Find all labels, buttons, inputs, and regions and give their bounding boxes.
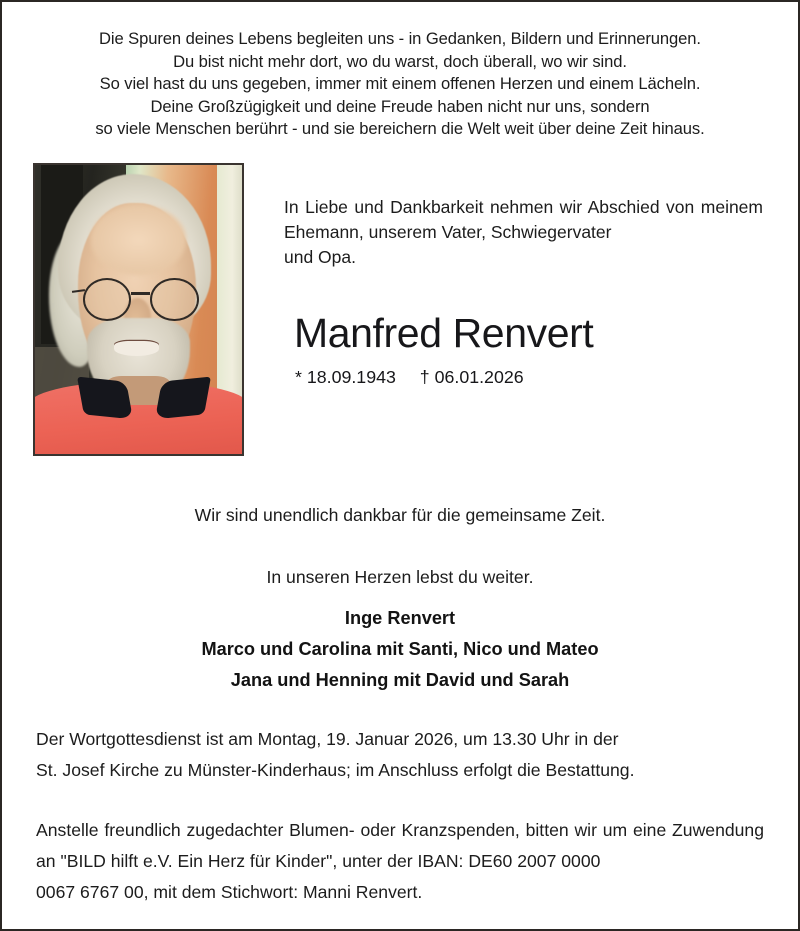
poem-line-4: Deine Großzügigkeit und deine Freude haben nicht nur uns, sondern <box>150 96 650 116</box>
glasses-bridge <box>131 292 150 294</box>
poem-block <box>2 2 798 141</box>
service-text: Der Wortgottesdienst ist am Montag, 19. Januar 2026, um 13.30 Uhr in der <box>36 729 619 749</box>
birth-date: 18.09.1943 <box>306 366 396 387</box>
death-date: 06.01.2026 <box>434 366 524 387</box>
portrait-and-intro-row <box>2 159 798 459</box>
poem-line-2: Du bist nicht mehr dort, wo du warst, doch überall, wo wir sind. <box>173 51 627 71</box>
intro-text-last-line: und Opa. <box>284 246 356 267</box>
middle-block <box>2 503 798 696</box>
poem-line-5: so viele Menschen berührt - und sie bereichern die Welt weit über deine Zeit hinaus. <box>95 119 705 139</box>
glasses-lens-left <box>83 278 132 321</box>
portrait-forehead <box>91 205 186 274</box>
glasses-lens-right <box>150 278 199 321</box>
portrait-smile <box>114 341 160 355</box>
glasses-icon <box>83 278 199 321</box>
deceased-name: Manfred Renvert <box>294 309 594 356</box>
thanks-text: Wir sind unendlich dankbar für die gemeinsame Zeit. <box>194 504 606 525</box>
poem-line-3: So viel hast du uns gegeben, immer mit einem offenen Herzen und einem Lächeln. <box>99 74 701 94</box>
donation-text: Anstelle freundlich zugedachter Blumen- oder Kranzspenden, bitten wir um eine Zuwendung an "BILD hilft e.V. Ein Herz für Kinder", unter der IBAN: DE60 2007 0000 <box>36 820 764 871</box>
intro-text: In Liebe und Dankbarkeit nehmen wir Abschied von meinem Ehemann, unserem Vater, Schwiegervater <box>284 196 763 242</box>
birth-symbol: * <box>295 366 302 387</box>
family-line-1: Inge Renvert <box>344 607 456 628</box>
donation-text-last-line: 0067 6767 00, mit dem Stichwort: Manni Renvert. <box>36 882 423 902</box>
intro-column <box>284 159 776 389</box>
death-symbol: † <box>419 366 430 387</box>
life-dates <box>295 365 763 389</box>
family-line-2: Marco und Carolina mit Santi, Nico und Mateo <box>201 638 599 659</box>
hearts-text: In unseren Herzen lebst du weiter. <box>266 566 534 587</box>
portrait-photo <box>35 165 242 454</box>
poem-line-1: Die Spuren deines Lebens begleiten uns - in Gedanken, Bildern und Erinnerungen. <box>99 29 701 48</box>
service-text-last-line: St. Josef Kirche zu Münster-Kinderhaus; im Anschluss erfolgt die Bestattung. <box>36 760 635 780</box>
bottom-block <box>2 724 798 908</box>
portrait-photo-frame <box>33 163 244 456</box>
family-line-3: Jana und Henning mit David und Sarah <box>230 669 570 690</box>
family-names <box>2 603 798 696</box>
